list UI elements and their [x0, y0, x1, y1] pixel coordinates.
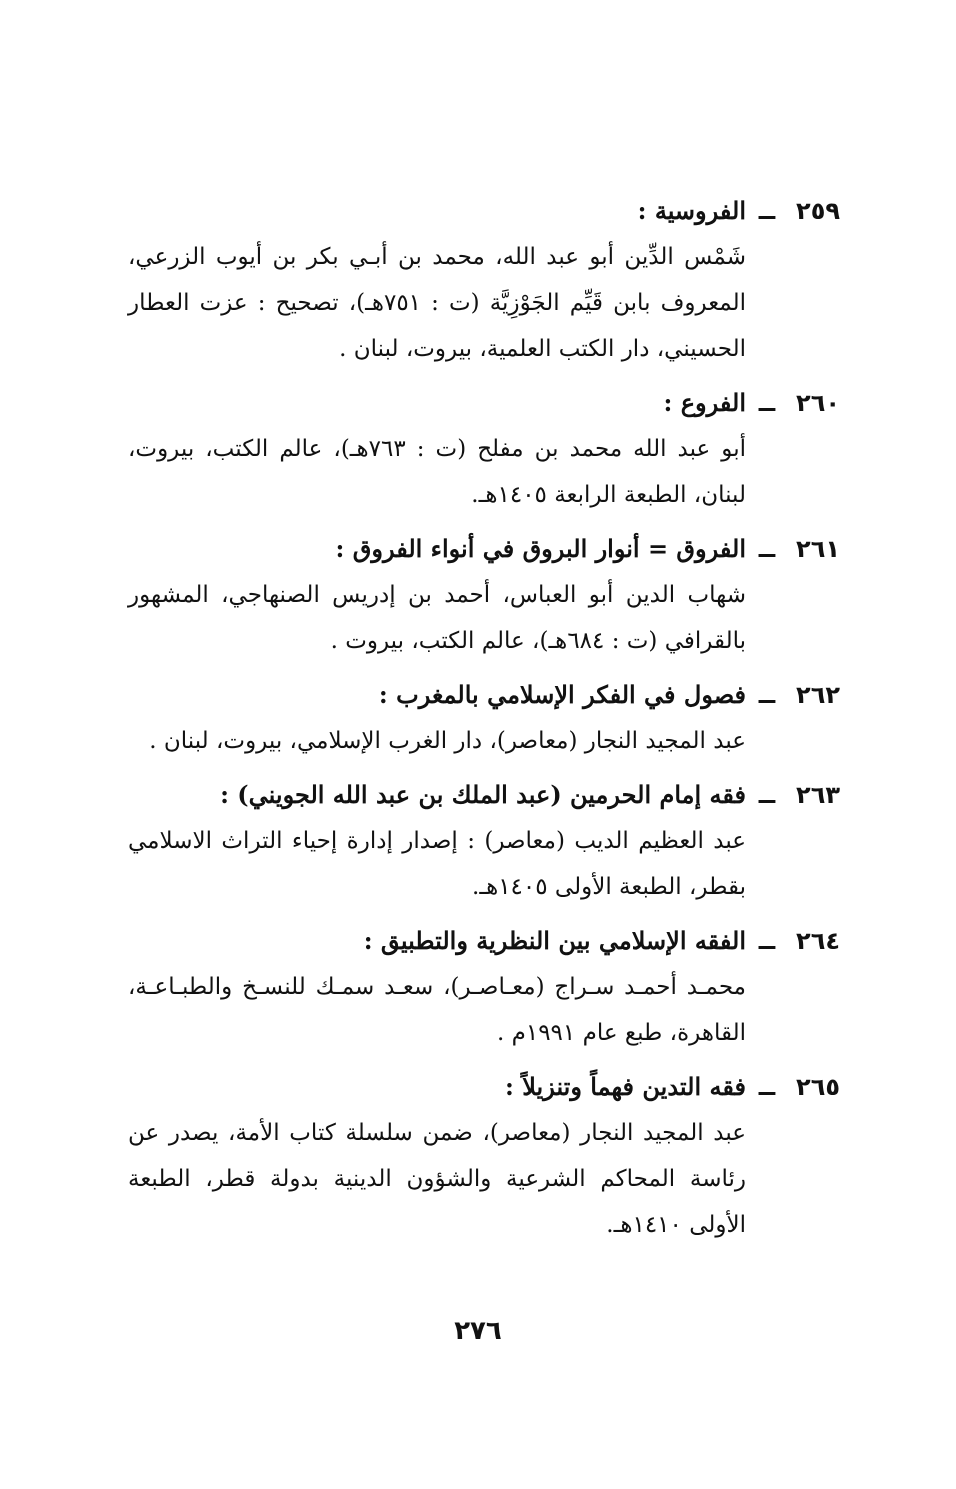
entry-heading — [128, 380, 840, 426]
entry-title: فصول في الفكر الإسلامي بالمغرب : — [378, 680, 746, 709]
entry-description: شَمْس الدِّين أبو عبد الله، محمد بن أبـي بكر بن أيوب الزرعي، المعروف بابن قَيِّم الجَوْزِيَّة (ت : ٧٥١هـ)، تصحيح : عزت العطار الحسيني، دار الكتب العلمية، بيروت، لبنان . — [128, 244, 747, 362]
entry-title: فقه التدين فهماً وتنزيلاً : — [504, 1072, 746, 1101]
entry-heading — [128, 918, 840, 964]
entry-title: الفقه الإسلامي بين النظرية والتطبيق : — [363, 926, 746, 955]
entry-dash: ــ — [758, 1073, 776, 1101]
entry-heading — [128, 1064, 840, 1110]
bibliography-entry — [128, 772, 840, 910]
bibliography-entry — [128, 672, 840, 764]
entry-title: الفروق = أنوار البروق في أنواء الفروق : — [335, 534, 746, 563]
entry-heading — [128, 672, 840, 718]
entry-description: عبد المجيد النجار (معاصر)، ضمن سلسلة كتاب الأمة، يصدر عن رئاسة المحاكم الشرعية والشؤون الدينية بدولة قطر، الطبعة الأولى ١٤١٠هـ. — [128, 1120, 746, 1238]
entry-description: أبو عبد الله محمد بن مفلح (ت : ٧٦٣هـ)، عالم الكتب، بيروت، لبنان، الطبعة الرابعة ١٤٠٥هـ. — [128, 436, 746, 508]
entry-number: ٢٦٠ — [796, 389, 840, 417]
entry-dash: ــ — [758, 681, 776, 709]
entry-heading — [128, 772, 840, 818]
entry-number: ٢٦٤ — [796, 927, 840, 955]
bibliography-entry — [128, 918, 840, 1056]
entry-description: شهاب الدين أبو العباس، أحمد بن إدريس الصنهاجي، المشهور بالقرافي (ت : ٦٨٤هـ)، عالم الكتب، بيروت . — [128, 582, 746, 654]
bibliography-entry — [128, 188, 840, 372]
entry-description: محمـد أحمـد سـراج (معـاصـر)، سعـد سمـك للنسـخ والطبـاعـة، القاهرة، طبع عام ١٩٩١م . — [128, 974, 746, 1046]
entry-dash: ــ — [758, 781, 776, 809]
entry-title: الفروسية : — [637, 196, 746, 225]
entry-title: فقه إمام الحرمين (عبد الملك بن عبد الله الجويني) : — [220, 780, 746, 809]
entry-number: ٢٥٩ — [796, 197, 840, 225]
page-number: ٢٧٦ — [454, 1316, 502, 1346]
entry-title: الفروع : — [663, 388, 746, 417]
entry-dash: ــ — [758, 927, 776, 955]
bibliography-entry — [128, 1064, 840, 1248]
entry-number: ٢٦٣ — [796, 781, 840, 809]
bibliography-list — [128, 188, 840, 1256]
entry-heading — [128, 526, 840, 572]
bibliography-entry — [128, 380, 840, 518]
entry-description: عبد العظيم الديب (معاصر) : إصدار إدارة إحياء التراث الاسلامي بقطر، الطبعة الأولى ١٤٠٥هـ. — [128, 828, 746, 900]
entry-number: ٢٦٢ — [796, 681, 840, 709]
entry-description: عبد المجيد النجار (معاصر)، دار الغرب الإسلامي، بيروت، لبنان . — [149, 728, 746, 754]
entry-dash: ــ — [758, 389, 776, 417]
entry-dash: ــ — [758, 535, 776, 563]
entry-number: ٢٦١ — [796, 535, 840, 563]
entry-number: ٢٦٥ — [796, 1073, 840, 1101]
entry-heading — [128, 188, 840, 234]
bibliography-entry — [128, 526, 840, 664]
entry-dash: ــ — [758, 197, 776, 225]
